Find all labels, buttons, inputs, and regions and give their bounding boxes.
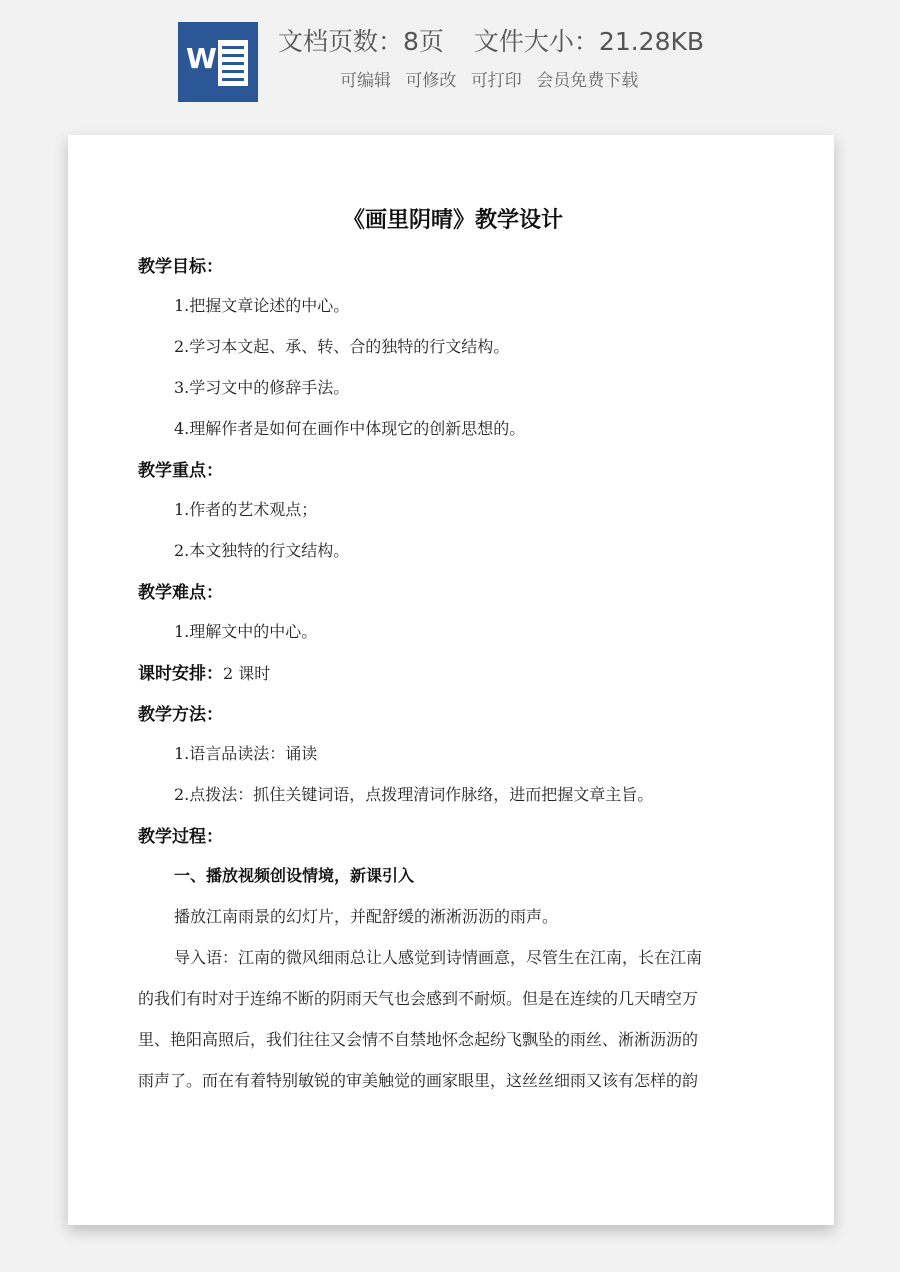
word-document-icon: W [178, 22, 258, 102]
feature-list [340, 66, 647, 91]
paragraph-line: 的我们有时对于连绵不断的阴雨天气也会感到不耐烦。但是在连续的几天晴空万 [138, 989, 699, 1008]
file-size: 文件大小：21.28KB [473, 27, 705, 56]
key-point-item: 2.本文独特的行文结构。 [174, 541, 350, 560]
feature-editable: 可编辑 [340, 71, 391, 91]
section-heading: 一、播放视频创设情境，新课引入 [174, 866, 415, 885]
paragraph-line: 里、艳阳高照后，我们往往又会情不自禁地怀念起纷飞飘坠的雨丝、淅淅沥沥的 [138, 1030, 699, 1049]
paragraph-line: 雨声了。而在有着特别敏锐的审美触觉的画家眼里，这丝丝细雨又该有怎样的韵 [138, 1071, 699, 1090]
key-point-item: 1.作者的艺术观点； [174, 500, 318, 519]
method-item: 2.点拨法：抓住关键词语，点拨理清词作脉络，进而把握文章主旨。 [174, 785, 654, 804]
schedule-value: 2 课时 [223, 664, 271, 683]
objectives-heading: 教学目标： [138, 257, 223, 277]
schedule-line [138, 659, 270, 684]
methods-heading: 教学方法： [138, 705, 223, 725]
page-count: 文档页数：8页 [278, 27, 444, 56]
feature-printable: 可打印 [470, 71, 522, 91]
paragraph-line: 导入语：江南的微风细雨总让人感觉到诗情画意，尽管生在江南，长在江南 [174, 948, 703, 967]
feature-modifiable: 可修改 [405, 71, 457, 91]
objective-item: 1.把握文章论述的中心。 [174, 296, 350, 315]
document-title: 《画里阴晴》教学设计 [342, 208, 563, 233]
objective-item: 4.理解作者是如何在画作中体现它的创新思想的。 [174, 419, 526, 438]
objective-item: 2.学习本文起、承、转、合的独特的行文结构。 [174, 337, 510, 356]
paragraph: 播放江南雨景的幻灯片，并配舒缓的淅淅沥沥的雨声。 [174, 907, 559, 926]
difficulty-item: 1.理解文中的中心。 [174, 622, 318, 641]
key-points-heading: 教学重点： [138, 461, 223, 481]
difficulties-heading: 教学难点： [138, 583, 223, 603]
file-info [278, 22, 704, 58]
method-item: 1.语言品读法：诵读 [174, 744, 318, 763]
process-heading: 教学过程： [138, 827, 223, 847]
objective-item: 3.学习文中的修辞手法。 [174, 378, 350, 397]
schedule-label: 课时安排： [138, 664, 223, 684]
feature-member-download: 会员免费下载 [536, 71, 639, 91]
document-page [68, 135, 834, 1225]
download-header [0, 0, 900, 120]
